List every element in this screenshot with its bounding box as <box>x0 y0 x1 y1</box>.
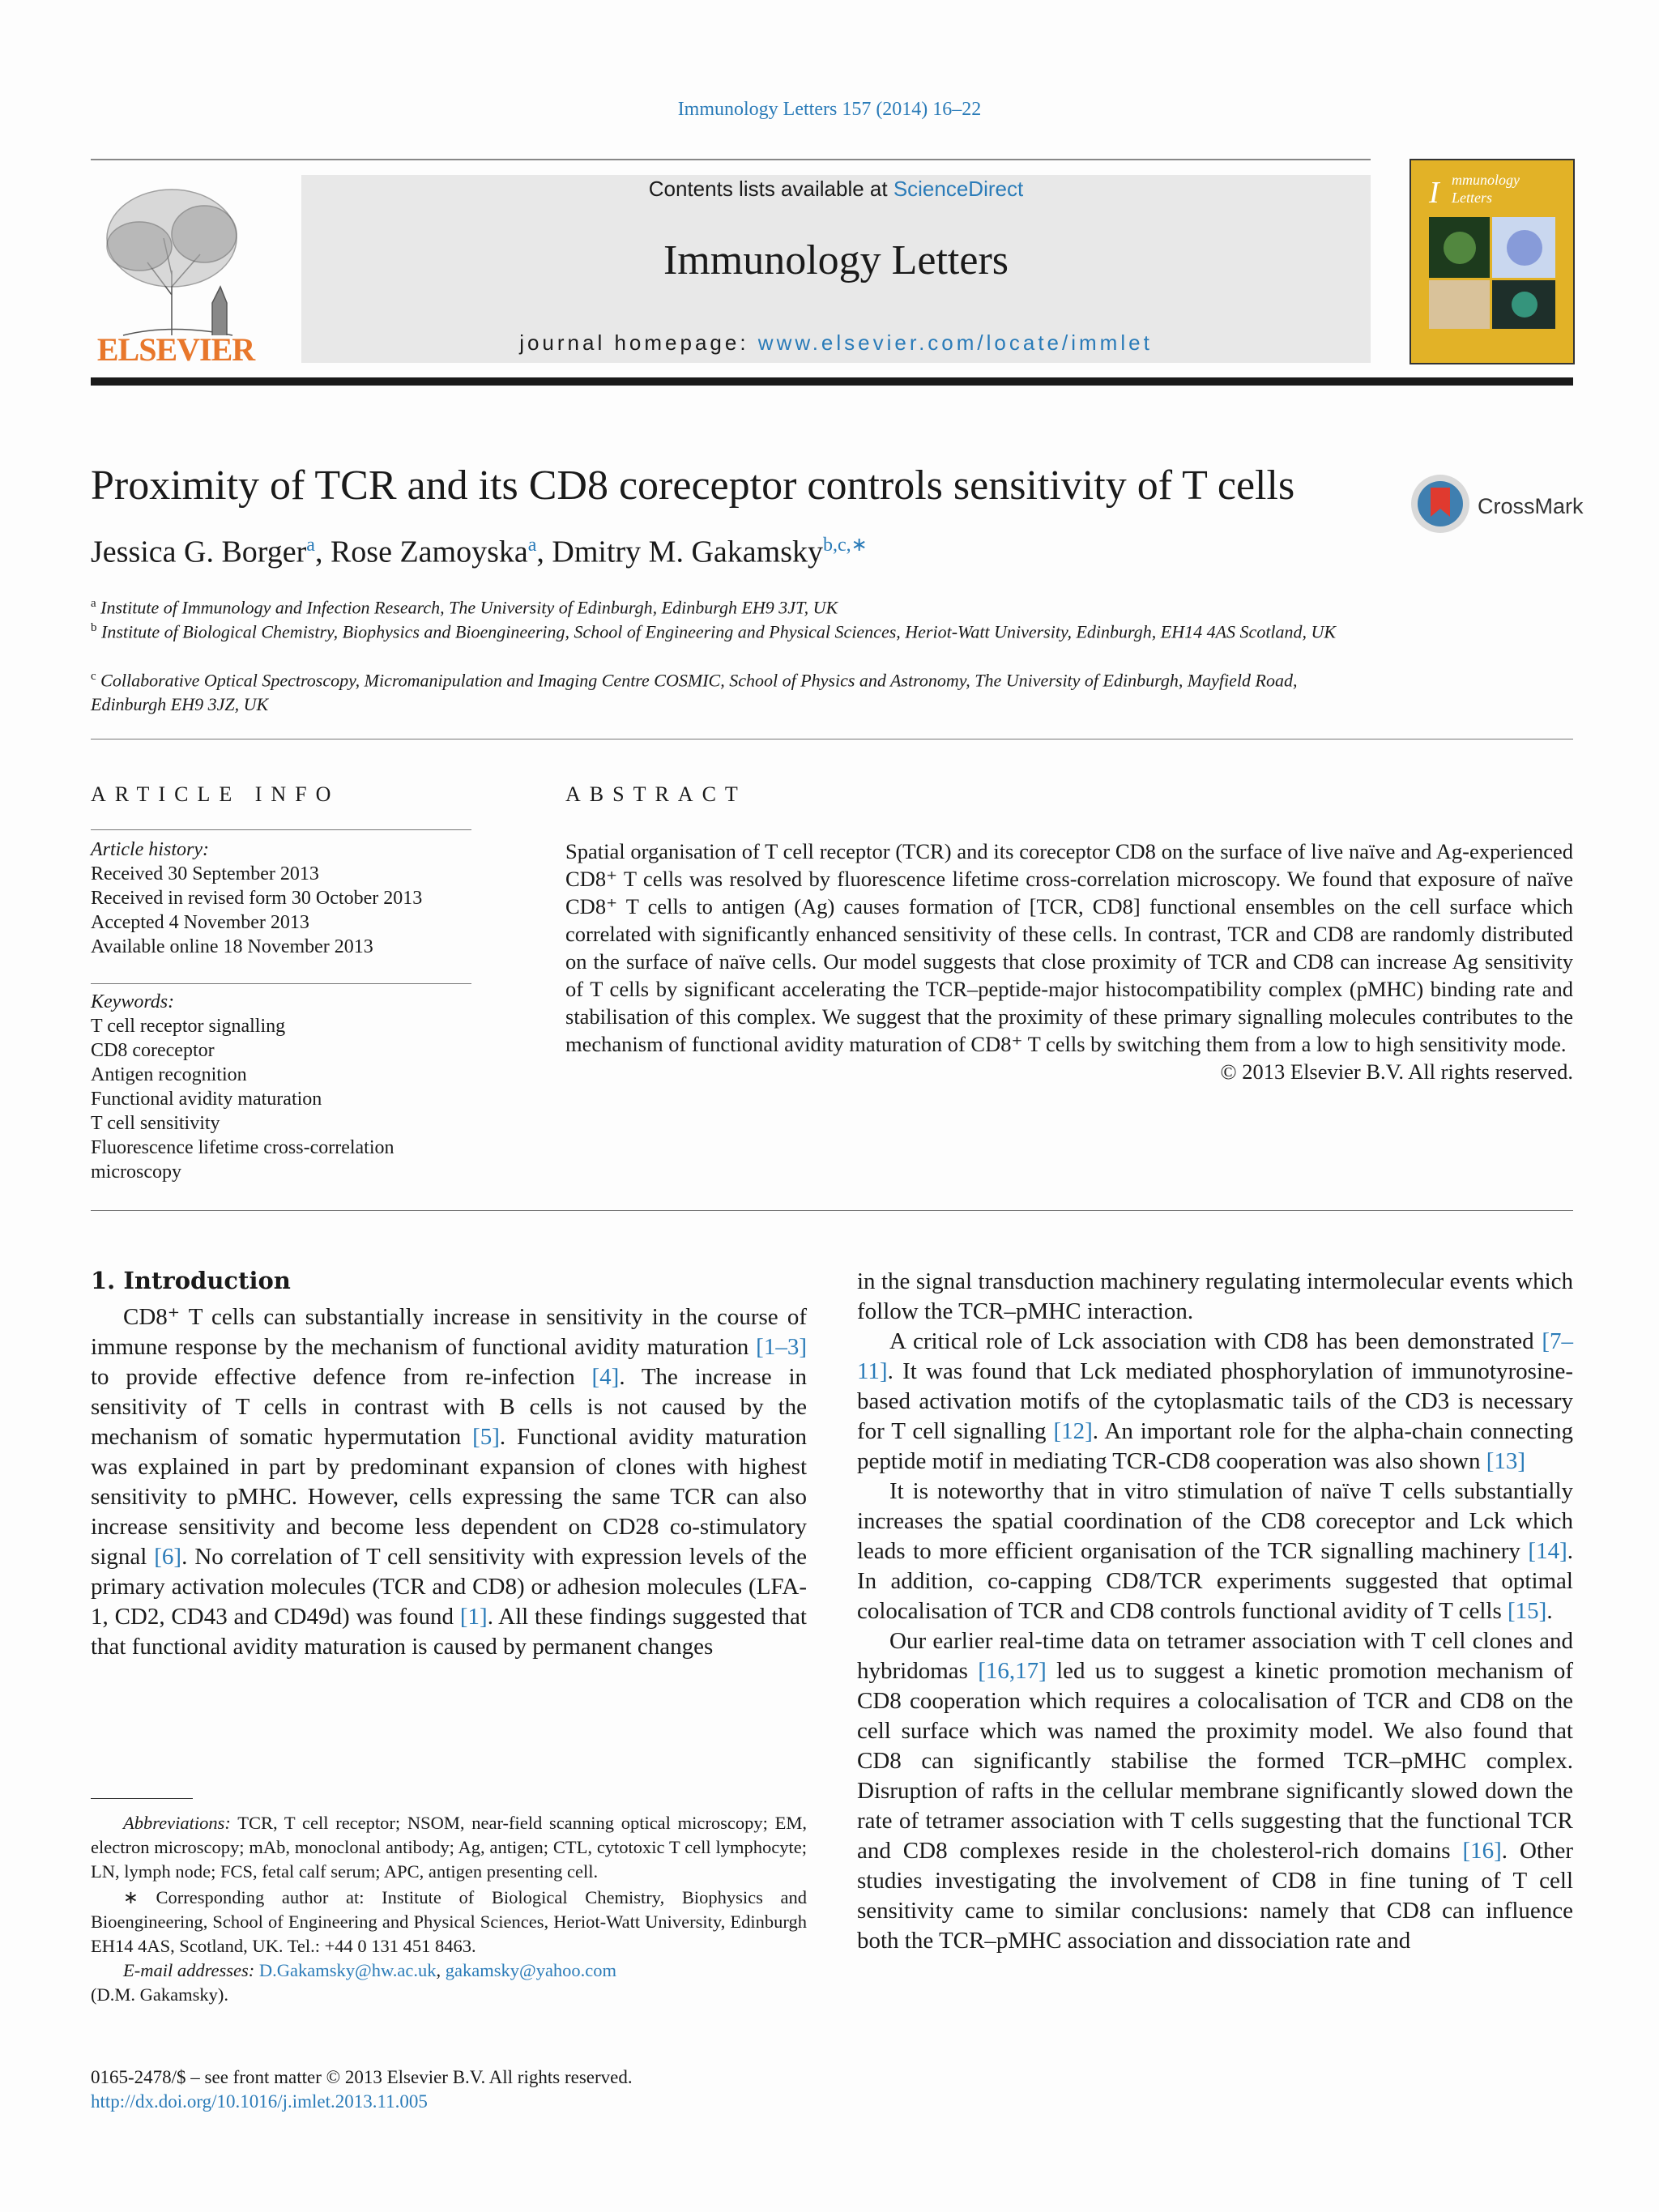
doi-link[interactable]: http://dx.doi.org/10.1016/j.imlet.2013.11.005 <box>91 2091 428 2112</box>
author-name: Rose Zamoyska <box>330 535 528 569</box>
text-run: It is noteworthy that in vitro stimulation of naïve T cells substantially increases the spatial coordination of the CD8 coreceptor and Lck which leads to more efficient organisation of the TCR signalling machinery <box>857 1478 1573 1564</box>
crossmark-label: CrossMark <box>1478 494 1584 518</box>
article-info-label: ARTICLE INFO <box>91 782 340 806</box>
history-item: Received in revised form 30 October 2013 <box>91 888 423 909</box>
email-link[interactable]: gakamsky@yahoo.com <box>445 1960 617 1980</box>
email-link[interactable]: D.Gakamsky@hw.ac.uk <box>258 1960 437 1980</box>
text-run: . The increase in sensitivity of T cells in contrast with B cells is not caused by the mechanism of somatic hypermutation <box>91 1364 808 1450</box>
author-affiliation-mark[interactable]: a <box>527 535 537 556</box>
keyword-item: Antigen recognition <box>91 1064 247 1085</box>
keyword-item: T cell receptor signalling <box>91 1016 286 1037</box>
author-list: Jessica G. Borger$^a$, Rose Zamoyska$^a$, Dmitry M. Gakamsky$^{b,c,∗}$ <box>91 535 868 569</box>
contents-line <box>301 177 1371 202</box>
footnote-rule <box>91 1798 193 1799</box>
author-affiliation-mark[interactable]: a <box>306 535 315 556</box>
text-run: . No correlation of T cell sensitivity with expression levels of the primary activation molecules (TCR and CD8) or adhesion molecules (LFA-1, CD2, CD43 and CD49d) was found <box>91 1544 807 1630</box>
author-name: Dmitry M. Gakamsky <box>552 535 823 569</box>
article-history <box>91 837 471 959</box>
paragraph: in the signal transduction machinery regulating intermolecular events which follow the TCR–pMHC interaction. <box>857 1268 1573 1324</box>
keyword-item: T cell sensitivity <box>91 1113 220 1134</box>
keyword-item: CD8 coreceptor <box>91 1040 215 1061</box>
homepage-link[interactable]: www.elsevier.com/locate/immlet <box>757 330 1153 355</box>
body-divider <box>91 1210 1573 1211</box>
svg-text:Letters: Letters <box>1452 190 1493 206</box>
journal-title: Immunology Letters <box>663 237 1009 283</box>
issn-line: 0165-2478/$ – see front matter © 2013 Elsevier B.V. All rights reserved. <box>91 2067 633 2087</box>
abstract <box>565 837 1573 1085</box>
citation-link[interactable]: [7–11] <box>857 1328 1573 1384</box>
contents-prefix: Contents lists available at <box>648 177 893 201</box>
keywords-heading: Keywords: <box>91 991 175 1012</box>
history-item: Received 30 September 2013 <box>91 863 319 884</box>
footnotes <box>91 1811 807 2007</box>
citation-link[interactable]: [6] <box>154 1544 182 1570</box>
text-run: Our earlier real-time data on tetramer association with T cell clones and hybridomas <box>857 1628 1573 1684</box>
history-item: Available online 18 November 2013 <box>91 936 373 957</box>
svg-text:I: I <box>1429 176 1439 210</box>
homepage-prefix: journal homepage: <box>519 330 758 355</box>
keyword-item: Functional avidity maturation <box>91 1089 322 1110</box>
paragraph <box>857 1327 1573 1477</box>
header-thick-rule <box>91 377 1573 386</box>
affiliation-text: Collaborative Optical Spectroscopy, Micromanipulation and Imaging Centre COSMIC, School of Physics and Astronomy, The University of Edinburgh, Mayfield Road, Edinburgh EH9 3JZ, UK <box>91 670 1298 715</box>
publisher-wordmark: ELSEVIER <box>96 331 255 368</box>
header-divider <box>91 159 1371 160</box>
sciencedirect-link[interactable]: ScienceDirect <box>893 177 1024 201</box>
keywords <box>91 990 471 1184</box>
citation-link[interactable]: [14] <box>1528 1538 1567 1564</box>
affiliation-text: Institute of Biological Chemistry, Biophysics and Bioengineering, School of Engineering and Physical Sciences, Heriot-Watt University, Edinburgh, EH14 4AS Scotland, UK <box>101 621 1337 642</box>
email-owner: (D.M. Gakamsky). <box>91 1984 228 2005</box>
section-heading-introduction: 1. Introduction <box>91 1267 291 1294</box>
abstract-copyright: © 2013 Elsevier B.V. All rights reserved. <box>1220 1059 1573 1084</box>
keywords-rule <box>91 983 471 984</box>
citation-link[interactable]: [15] <box>1508 1598 1547 1624</box>
keyword-item: Fluorescence lifetime cross-correlation <box>91 1137 394 1158</box>
history-heading: Article history: <box>91 839 209 860</box>
cover-artwork <box>1411 160 1573 363</box>
text-run: . Functional avidity maturation was explained in part by predominant expansion of clones with highest sensitivity to pMHC. However, cells expressing the same TCR can also increase sensitivity and become less dependent on CD28 co-stimulatory signal <box>91 1424 808 1570</box>
abbreviations-label: Abbreviations: <box>123 1813 231 1833</box>
citation-link[interactable]: [13] <box>1486 1448 1526 1474</box>
text-run: . <box>1546 1598 1553 1624</box>
affiliation-mark: a <box>91 597 96 610</box>
text-run: led us to suggest a kinetic promotion mechanism of CD8 cooperation which requires a colocalisation of TCR and CD8 on the cell surface which was named the proximity model. We also found that CD8 can significantly stabilise the formed TCR–pMHC complex. Disruption of rafts in the cellular membrane significantly slowed down the rate of tetramer association with T cells suggesting that the functional TCR and CD8 complexes reside in the cholesterol-rich domains <box>857 1658 1573 1864</box>
text-run: . It was found that Lck mediated phosphorylation of immunotyrosine-based activation motifs of the cytoplasmatic tails of the CD3 is necessary for T cell signalling <box>857 1358 1573 1444</box>
right-column <box>857 1267 1573 1956</box>
text-run: CD8⁺ T cells can substantially increase in sensitivity in the course of immune response by the mechanism of functional avidity maturation <box>91 1304 807 1360</box>
affiliation-mark: b <box>91 621 97 634</box>
citation-link[interactable]: [4] <box>591 1364 620 1390</box>
text-run: . All these findings suggested that that functional avidity maturation is caused by permanent changes <box>91 1604 807 1660</box>
abstract-label: ABSTRACT <box>565 782 747 806</box>
citation-link[interactable]: [5] <box>472 1424 500 1450</box>
text-run: . An important role for the alpha-chain connecting peptide motif in mediating TCR-CD8 cooperation was also shown <box>857 1418 1573 1474</box>
affiliation-text: Institute of Immunology and Infection Research, The University of Edinburgh, Edinburgh EH9 3JT, UK <box>100 597 838 618</box>
citation-link[interactable]: [16,17] <box>978 1658 1047 1684</box>
homepage-line <box>301 330 1371 356</box>
left-column <box>91 1302 807 1662</box>
citation-link[interactable]: [1–3] <box>756 1334 807 1360</box>
corresponding-author-footnote: ∗ Corresponding author at: Institute of Biological Chemistry, Biophysics and Bioengineering, School of Engineering and Physical Sciences, Heriot-Watt University, Edinburgh EH14 4AS, Scotland, UK. Tel.: +44 0 131 451 8463. <box>91 1887 807 1956</box>
svg-text:mmunology: mmunology <box>1452 172 1520 188</box>
citation-link[interactable]: [16] <box>1462 1838 1502 1864</box>
paragraph <box>857 1626 1573 1956</box>
keyword-item: microscopy <box>91 1161 181 1183</box>
citation-link[interactable]: [1] <box>459 1604 488 1630</box>
article-title: Proximity of TCR and its CD8 coreceptor controls sensitivity of T cells <box>91 462 1295 509</box>
email-separator: , <box>436 1960 446 1980</box>
author-name: Jessica G. Borger <box>91 535 307 569</box>
crossmark-badge[interactable] <box>1410 471 1584 536</box>
text-run: to provide effective defence from re-infection <box>91 1364 592 1390</box>
paragraph <box>857 1477 1573 1626</box>
email-label: E-mail addresses: <box>123 1960 255 1980</box>
abbreviations-text: TCR, T cell receptor; NSOM, near-field scanning optical microscopy; EM, electron microscopy; mAb, monoclonal antibody; Ag, antigen; CTL, cytotoxic T cell lymphocyte; LN, lymph node; FCS, fetal calf serum; APC, antigen presenting cell. <box>91 1813 807 1882</box>
article-info-rule <box>91 829 471 830</box>
affiliation <box>91 616 1354 644</box>
author-affiliation-mark[interactable]: b,c,∗ <box>822 535 868 556</box>
citation-link[interactable]: [12] <box>1053 1418 1093 1444</box>
crossmark-icon <box>1410 471 1474 536</box>
abbreviations-footnote <box>91 1811 807 1884</box>
paragraph <box>91 1302 807 1662</box>
affiliation <box>91 664 1354 717</box>
text-run: . Other studies investigating the involvement of CD8 in fine tuning of T cell sensitivity came to similar conclusions: namely that CD8 can influence both the TCR–pMHC association and dissociation rate and <box>857 1838 1573 1954</box>
journal-cover-image <box>1410 159 1575 364</box>
affiliation-mark: c <box>91 670 96 683</box>
text-run: A critical role of Lck association with CD8 has been demonstrated <box>889 1328 1542 1354</box>
email-footnote <box>91 1958 807 1983</box>
text-run: . In addition, co-capping CD8/TCR experiments suggested that optimal colocalisation of TCR and CD8 controls functional avidity of T cells <box>857 1538 1573 1624</box>
history-item: Accepted 4 November 2013 <box>91 912 309 933</box>
journal-citation[interactable]: Immunology Letters 157 (2014) 16–22 <box>677 99 982 120</box>
abstract-body: Spatial organisation of T cell receptor (TCR) and its coreceptor CD8 on the surface of live naïve and Ag-experienced CD8⁺ T cells was resolved by fluorescence lifetime cross-correlation microscopy. We found that exposure of naïve CD8⁺ T cells to antigen (Ag) causes formation of [TCR, CD8] functional ensembles on the cell surface which correlated with significantly enhanced sensitivity of these cells. In contrast, TCR and CD8 are randomly distributed on the surface of naïve cells. Our model suggests that close proximity of TCR and CD8 can increase Ag sensitivity of T cells by significant accelerating the TCR–peptide-major histocompatibility complex (pMHC) binding rate and stabilisation of this complex. We suggest that the proximity of these primary signalling molecules contributes to the mechanism of functional avidity maturation of CD8⁺ T cells by switching them from a low to high sensitivity mode. <box>565 839 1573 1056</box>
